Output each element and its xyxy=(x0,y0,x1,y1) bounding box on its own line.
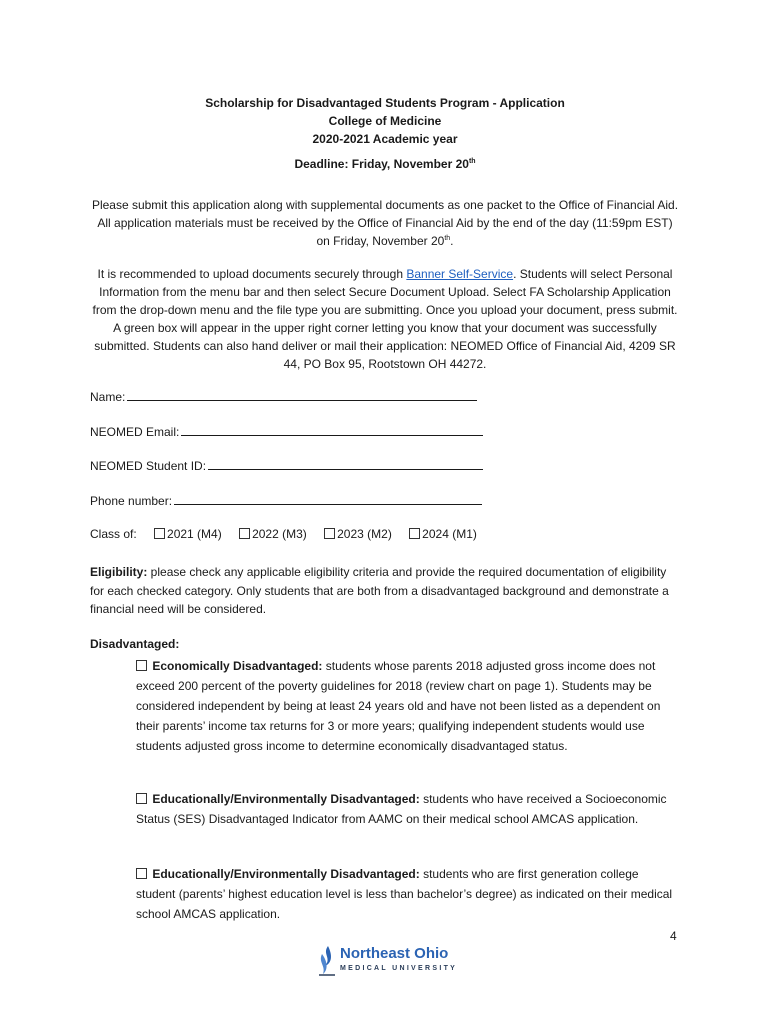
checkbox-icon[interactable] xyxy=(136,660,147,671)
university-logo xyxy=(316,944,466,980)
checkbox-icon xyxy=(324,528,335,539)
class-of-field xyxy=(90,527,477,541)
phone-line[interactable] xyxy=(174,492,482,505)
class-2023-checkbox[interactable]: 2023 (M2) xyxy=(324,527,392,541)
student-id-line[interactable] xyxy=(208,457,483,470)
submission-instructions: Please submit this application along with supplemental documents as one packet to the Office of Financial Aid. All application materials must be received by the Office of Financial Aid by the end of the day (11:59pm EST) on Friday, November 20th. xyxy=(91,198,679,248)
email-line[interactable] xyxy=(181,423,483,436)
checkbox-icon xyxy=(154,528,165,539)
flame-logo-icon xyxy=(316,944,338,978)
phone-field[interactable] xyxy=(90,492,482,508)
eligibility-label: Eligibility: xyxy=(90,565,148,579)
phone-label: Phone number: xyxy=(90,494,173,508)
ses-disadvantaged-option[interactable]: Educationally/Environmentally Disadvantaged: students who have received a Socioeconomic Status (SES) Disadvantaged Indicator from AAMC on their medical school AMCAS application. xyxy=(136,792,667,826)
form-title: Scholarship for Disadvantaged Students Program - Application xyxy=(205,96,565,110)
checkbox-icon[interactable] xyxy=(136,868,147,879)
college-name: College of Medicine xyxy=(328,114,442,128)
logo-name: Northeast Ohio xyxy=(340,945,449,962)
economically-disadvantaged-option[interactable]: Economically Disadvantaged: students whose parents 2018 adjusted gross income does not exceed 200 percent of the poverty guidelines for 2018 (review chart on page 1). Students may be considered independent by being at least 24 years old and have not been listed as a dependent on their parents’ income tax returns for 3 or more years; qualifying independent students would use students adjusted gross income to determine economically disadvantaged status. xyxy=(136,659,661,753)
document-header xyxy=(0,94,770,148)
name-field[interactable] xyxy=(90,388,477,404)
deadline: Deadline: Friday, November 20th xyxy=(294,157,476,171)
class-2021-checkbox[interactable]: 2021 (M4) xyxy=(154,527,222,541)
email-label: NEOMED Email: xyxy=(90,425,180,439)
first-generation-option[interactable]: Educationally/Environmentally Disadvantaged: students who are first generation college student (parents’ highest education level is less than bachelor’s degree) as indicated on their medical school AMCAS application. xyxy=(136,867,673,921)
checkbox-icon xyxy=(239,528,250,539)
banner-self-service-link[interactable]: Banner Self-Service xyxy=(406,267,514,281)
class-of-label: Class of: xyxy=(90,527,137,541)
class-2024-checkbox[interactable]: 2024 (M1) xyxy=(409,527,477,541)
upload-instructions: It is recommended to upload documents securely through Banner Self-Service. Students will select Personal Information from the menu bar and then select Secure Document Upload. Select FA Scholarship Application from the drop-down menu and the file type you are submitting. Once you upload your document, press submit. A green box will appear in the upper right corner letting you know that your document was successfully submitted. Students can also hand deliver or mail their application: NEOMED Office of Financial Aid, 4209 SR 44, PO Box 95, Rootstown OH 44272. xyxy=(92,267,678,371)
name-label: Name: xyxy=(90,390,126,404)
logo-subtitle: MEDICAL UNIVERSITY xyxy=(340,965,458,972)
academic-year: 2020-2021 Academic year xyxy=(312,132,458,146)
student-id-field[interactable] xyxy=(90,457,483,473)
name-line[interactable] xyxy=(127,388,477,401)
checkbox-icon[interactable] xyxy=(136,793,147,804)
page-number: 4 xyxy=(670,929,677,943)
eligibility-section: Eligibility: please check any applicable eligibility criteria and provide the required documentation of eligibility for each checked category. Only students that are both from a disadvantaged background and demonstrate a financial need will be considered. xyxy=(90,565,669,616)
checkbox-icon xyxy=(409,528,420,539)
student-id-label: NEOMED Student ID: xyxy=(90,459,207,473)
disadvantaged-heading: Disadvantaged: xyxy=(90,637,180,651)
email-field[interactable] xyxy=(90,423,483,439)
class-2022-checkbox[interactable]: 2022 (M3) xyxy=(239,527,307,541)
